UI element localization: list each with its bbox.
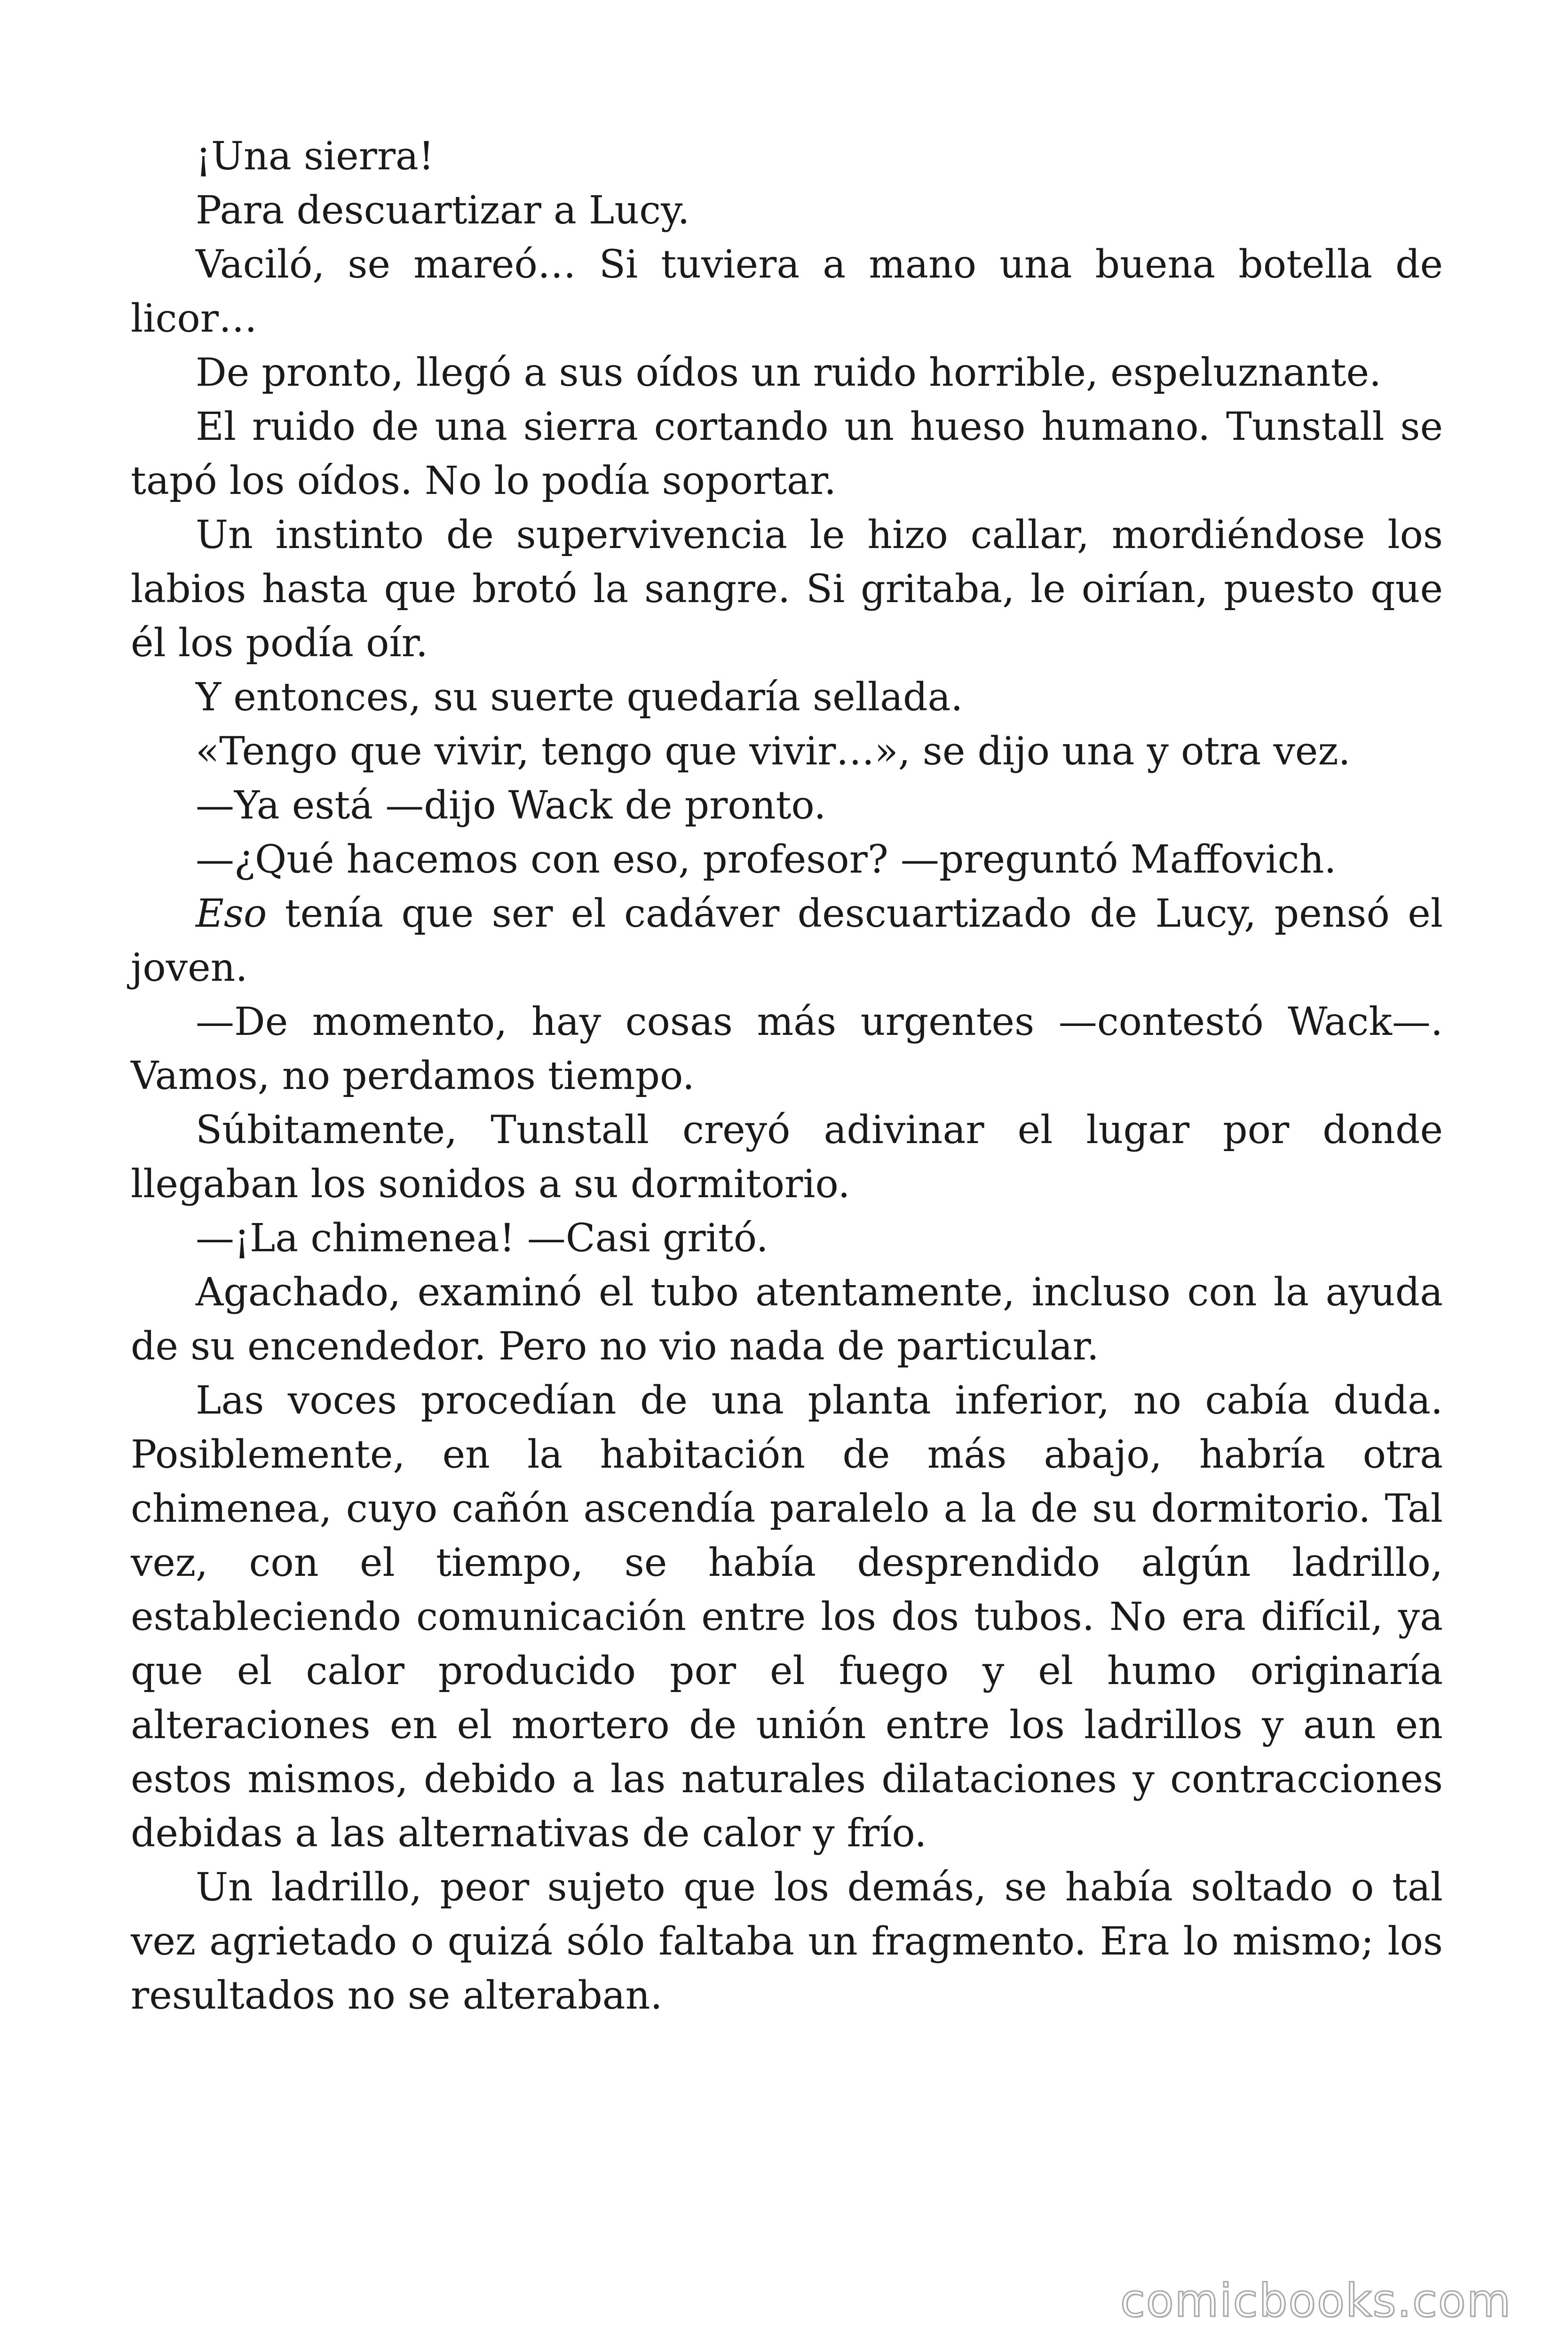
paragraph: ¡Una sierra!: [196, 134, 434, 179]
paragraph: Súbitamente, Tunstall creyó adivinar el lugar por donde llegaban los sonidos a su dormitorio.: [131, 1108, 1443, 1207]
paragraph: Y entonces, su suerte quedaría sellada.: [196, 675, 963, 720]
paragraph: Eso tenía que ser el cadáver descuartizado de Lucy, pensó el joven.: [131, 891, 1443, 990]
paragraph: «Tengo que vivir, tengo que vivir…», se dijo una y otra vez.: [196, 729, 1351, 774]
paragraph: —Ya está —dijo Wack de pronto.: [196, 783, 826, 828]
paragraph: El ruido de una sierra cortando un hueso humano. Tunstall se tapó los oídos. No lo podía soportar.: [131, 405, 1443, 503]
paragraph: Un ladrillo, peor sujeto que los demás, se había soltado o tal vez agrietado o quizá sólo faltaba un fragmento. Era lo mismo; los resultados no se alteraban.: [131, 1865, 1443, 2018]
italic-word: Eso: [196, 891, 267, 936]
paragraph: —¿Qué hacemos con eso, profesor? —preguntó Maffovich.: [196, 837, 1337, 882]
paragraph: Las voces procedían de una planta inferior, no cabía duda. Posiblemente, en la habitación de más abajo, habría otra chimenea, cuyo cañón ascendía paralelo a la de su dormitorio. Tal vez, con el tiempo, se había desprendido algún ladrillo, estableciendo comunicación entre los dos tubos. No era difícil, ya que el calor producido por el fuego y el humo originaría alteraciones en el mortero de unión entre los ladrillos y aun en estos mismos, debido a las naturales dilataciones y contracciones debidas a las alternativas de calor y frío.: [131, 1378, 1443, 1856]
watermark: comicbooks.com: [1120, 2274, 1512, 2327]
paragraph: Agachado, examinó el tubo atentamente, incluso con la ayuda de su encendedor. Pero no vio nada de particular.: [131, 1270, 1443, 1369]
paragraph: Para descuartizar a Lucy.: [196, 188, 690, 233]
paragraph: Vaciló, se mareó… Si tuviera a mano una buena botella de licor…: [131, 242, 1443, 341]
paragraph: —¡La chimenea! —Casi gritó.: [196, 1216, 768, 1261]
paragraph: Un instinto de supervivencia le hizo callar, mordiéndose los labios hasta que brotó la sangre. Si gritaba, le oirían, puesto que él los podía oír.: [131, 513, 1443, 666]
paragraph: De pronto, llegó a sus oídos un ruido horrible, espeluznante.: [196, 350, 1382, 395]
paragraph: —De momento, hay cosas más urgentes —contestó Wack—. Vamos, no perdamos tiempo.: [131, 1000, 1443, 1098]
body-text: [131, 129, 1443, 2023]
